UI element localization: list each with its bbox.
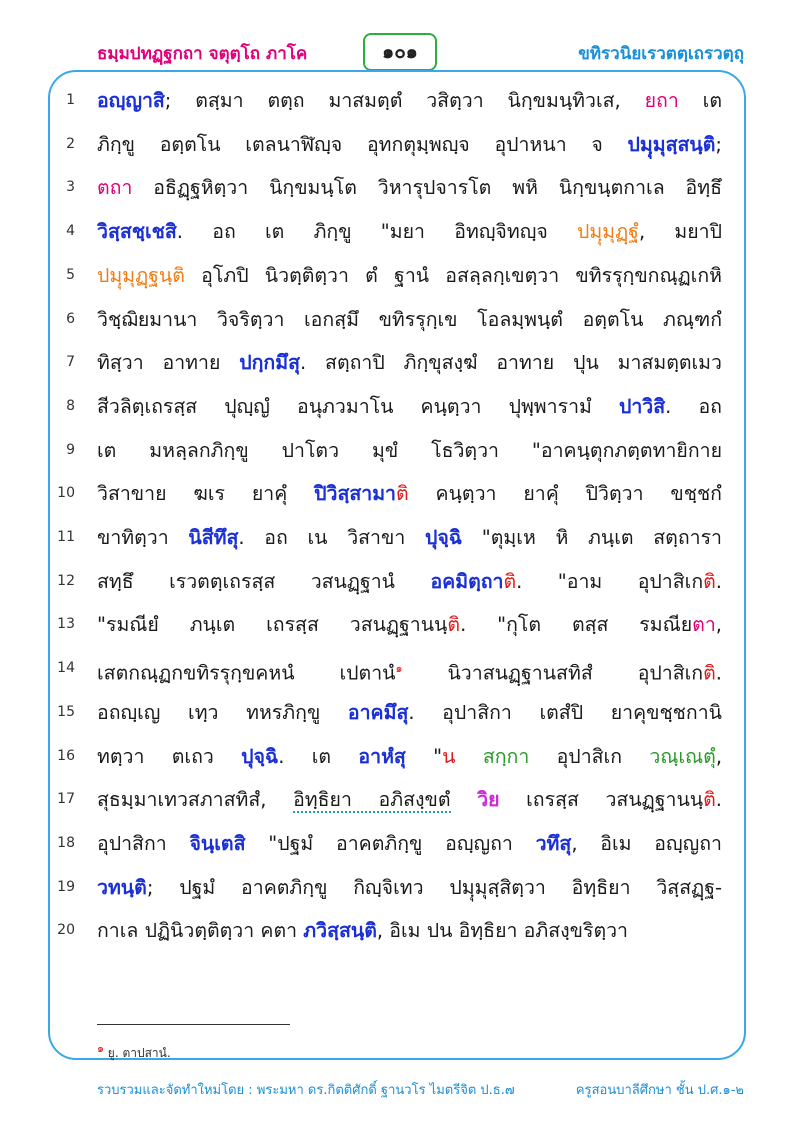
text-line [97, 656, 722, 687]
text-run: อุปาสิกา [97, 832, 190, 855]
text-run: "ตุมฺเห หิ ภนฺเต สตฺถารา [462, 526, 722, 549]
text-run [451, 788, 478, 811]
text-run: ; ตสฺมา ตตฺถ มาสมตฺตํ วสิตฺวา นิกฺขมนฺทิวเส, [164, 89, 645, 112]
highlight-word: ติ [447, 613, 461, 636]
text-line [97, 132, 722, 158]
text-run: อุปาสิเก [529, 745, 650, 768]
line-number: 9 [66, 442, 75, 458]
text-run: อุโภปิ นิวตฺติตฺวา ตํ ฐานํ อสลฺลกฺเขตฺวา ขทิรรุกฺขกณฺฏเกหิ [184, 264, 722, 287]
text-run: . อถ เน วิสาขา [238, 526, 425, 549]
text-line [97, 525, 722, 551]
highlight-word: น [442, 745, 456, 768]
header-left-title: ธมฺมปทฏฺฐกถา จตุตฺโถ ภาโค [97, 44, 308, 64]
highlight-word: อิทฺธิยา อภิสงฺขตํ [293, 788, 451, 811]
text-run: " [405, 745, 443, 768]
verb-highlight: อาหํสุ [358, 745, 406, 768]
text-line [97, 88, 722, 114]
text-line [97, 787, 722, 813]
text-run: . อถ [665, 395, 722, 418]
line-number: 8 [66, 398, 75, 414]
footer-right: ครูสอนบาลีศึกษา ชั้น ป.ศ.๑-๒ [575, 1083, 744, 1098]
text-run: อธิฏฺฐหิตฺวา นิกฺขมนฺโต วิหารุปจารโต พหิ นิกฺขนฺตกาเล อิทฺธึ [132, 176, 722, 199]
footnote [97, 1039, 171, 1063]
verb-highlight: ปาวิสิ [618, 395, 666, 418]
page-number: ๑๐๑ [363, 33, 437, 71]
text-line [97, 263, 722, 289]
highlight-word: ติ [703, 661, 716, 685]
line-number: 10 [57, 485, 75, 501]
verb-highlight: ปุจฺฉิ [425, 526, 463, 549]
text-line [97, 875, 722, 901]
text-run: "ปฐมํ อาคตภิกฺขู อญฺญถา [245, 832, 536, 855]
text-run: . [715, 570, 722, 593]
highlight-word: วณฺเณตุํ [649, 745, 716, 768]
text-run: . สตฺถาปิ ภิกฺขุสงฺฆํ อาทาย ปุน มาสมตฺตเมว [300, 351, 722, 374]
text-line [97, 307, 722, 333]
line-number: 15 [57, 704, 75, 720]
highlight-word: ปมฺุมุฏฺฐนฺติ [97, 264, 185, 287]
line-number: 5 [66, 267, 75, 283]
footnote-rule [97, 1024, 290, 1025]
text-run: . "อาม อุปาสิเก [516, 570, 704, 593]
highlight-word: ปมฺุมุฏฺฐํ [577, 220, 639, 243]
text-run: สทฺธึ เรวตตฺเถรสฺส วสนฏฺฐานํ [97, 570, 431, 593]
highlight-word: ติ [396, 482, 409, 505]
text-run: กาเล ปฏินิวตฺติตฺวา คตา [97, 919, 304, 942]
highlight-word: ๑ [395, 662, 403, 675]
highlight-word: ติ [703, 570, 716, 593]
text-line [97, 481, 722, 507]
text-line [97, 175, 722, 201]
line-number: 19 [57, 879, 75, 895]
highlight-word: ตา [692, 613, 716, 636]
text-line [97, 438, 722, 464]
text-run: อถญฺเญ เทฺว ทหรภิกฺขู [97, 701, 348, 724]
line-number: 14 [57, 660, 75, 676]
line-number: 16 [57, 748, 75, 764]
text-line [97, 918, 722, 944]
highlight-word: ติ [503, 570, 517, 593]
text-run: ขาทิตฺวา [97, 526, 189, 549]
text-run: ทตฺวา ตเถว [97, 745, 242, 768]
line-number: 18 [57, 835, 75, 851]
verb-highlight: วิสฺสชฺเชสิ [97, 220, 177, 243]
line-number: 13 [57, 616, 75, 632]
verb-highlight: วทึสุ [535, 832, 572, 855]
text-run: , [715, 613, 722, 636]
highlight-word: สกฺกา [482, 745, 530, 768]
text-line [97, 612, 722, 638]
text-run: คนฺตฺวา ยาคุํ ปิวิตฺวา ขชฺชกํ [408, 482, 722, 505]
text-run: วิชฺฌิยมานา วิจริตฺวา เอกสฺมึ ขทิรรุกฺเข โอลมฺพนฺตํ อตฺตโน ภณฺฑกํ [97, 308, 722, 331]
text-run: สีวลิตฺเถรสฺส ปุญฺญํ อนุภวมาโน คนฺตฺวา ปุพฺพารามํ [97, 395, 619, 418]
verb-highlight: ปกฺกมึสุ [239, 351, 300, 374]
text-run: เถรสฺส วสนฏฺฐานนฺ [499, 788, 704, 811]
text-line [97, 394, 722, 420]
line-number: 20 [57, 922, 75, 938]
text-run: . อถ เต ภิกฺขู "มยา อิทญฺจิทญฺจ [176, 220, 577, 243]
text-run: "รมณียํ ภนฺเต เถรสฺส วสนฏฺฐานนฺ [97, 613, 448, 636]
text-run: ; ปฐมํ อาคตภิกฺขู กิญฺจิเทว ปมฺุมุสฺสิตฺวา อิทฺธิยา วิสฺสฏฺฐ- [146, 876, 722, 899]
text-line [97, 350, 722, 376]
footnote-text: ยู. ตาปสานํ. [103, 1046, 171, 1060]
verb-highlight: ปมฺุมุสฺสนฺติ [627, 133, 716, 156]
verb-highlight: ปุจฺฉิ [241, 745, 279, 768]
text-run: เสตกณฺฏกขทิรรุกฺขคหนํ เปตานํ [97, 661, 396, 685]
line-number: 17 [57, 791, 75, 807]
text-run: ; [715, 133, 722, 156]
text-run: . อุปาสิกา เตสํปิ ยาคุขชฺชกานิ [408, 701, 722, 724]
text-run: . [715, 788, 722, 811]
line-number: 3 [66, 179, 75, 195]
verb-highlight: อคมิตฺถา [430, 570, 504, 593]
header-right-title: ขทิรวนิยเรวตตฺเถรวตฺถุ [578, 44, 744, 64]
verb-highlight: จินฺเตสิ [189, 832, 246, 855]
highlight-word: ติ [703, 788, 716, 811]
text-run: เต มหลฺลกภิกฺขู ปาโตว มุขํ โธวิตฺวา "อาคนฺตุกภตฺตทายิกาย [97, 439, 722, 462]
text-run: ทิสฺวา อาทาย [97, 351, 240, 374]
line-number: 12 [57, 573, 75, 589]
text-run: . [715, 661, 722, 685]
text-run: เต [678, 89, 722, 112]
text-run: , อิเม ปน อิทฺธิยา อภิสงฺขริตฺวา [376, 919, 629, 942]
line-number: 2 [66, 136, 75, 152]
footer-left: รวบรวมและจัดทำใหม่โดย : พระมหา ดร.กิตติศักดิ์ ฐานวโร ไมตรีจิต ป.ธ.๗ [97, 1083, 515, 1098]
line-number: 6 [66, 311, 75, 327]
text-run: , มยาปิ [638, 220, 722, 243]
line-number: 4 [66, 223, 75, 239]
line-number: 1 [66, 92, 75, 108]
text-run: สุธมฺมาเทวสภาสทิสํ, [97, 788, 294, 811]
footnote-marker: ๑ [97, 1042, 104, 1055]
verb-highlight: วทนฺติ [97, 876, 147, 899]
text-line [97, 831, 722, 857]
highlight-word: ยถา [644, 89, 679, 112]
text-run [455, 745, 482, 768]
verb-highlight: นิสีทึสุ [188, 526, 239, 549]
text-line [97, 219, 722, 245]
verb-highlight: อญฺญาสิ [97, 89, 165, 112]
text-run: ภิกฺขู อตฺตโน เตลนาฬิญฺจ อุทกตุมฺพญฺจ อุปาหนา จ [97, 133, 628, 156]
text-run: นิวาสนฏฺฐานสทิสํ อุปาสิเก [402, 661, 704, 685]
text-run: , อิเม อญฺญถา [571, 832, 723, 855]
text-line [97, 569, 722, 595]
highlight-word: ตถา [97, 176, 133, 199]
verb-highlight: อาคมึสุ [347, 701, 409, 724]
verb-highlight: ปิวิสฺสามา [314, 482, 397, 505]
text-run: วิสาขาย ฆเร ยาคุํ [97, 482, 315, 505]
text-run: . เต [278, 745, 359, 768]
text-line [97, 700, 722, 726]
text-run: . "กุโต ตสฺส รมณีย [460, 613, 693, 636]
line-number: 11 [57, 529, 75, 545]
line-number: 7 [66, 354, 75, 370]
highlight-word: วิย [477, 788, 500, 811]
verb-highlight: ภวิสฺสนฺติ [303, 919, 377, 942]
text-run: , [715, 745, 723, 768]
text-line [97, 744, 722, 770]
